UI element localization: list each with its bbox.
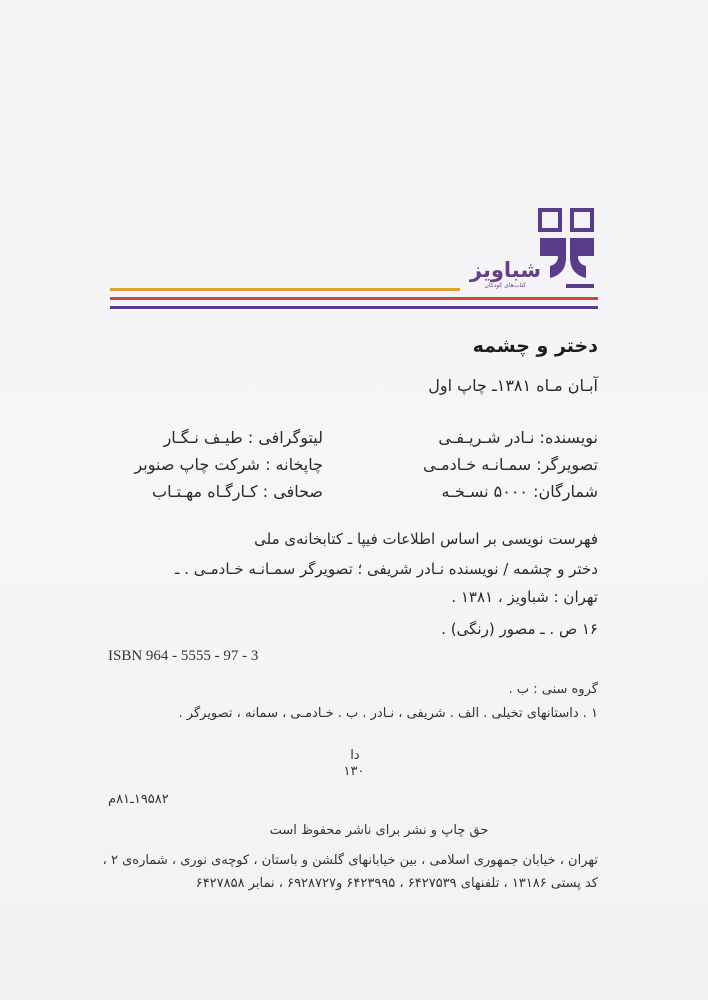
divider-line-purple — [110, 306, 598, 309]
isbn: ISBN 964 - 5555 - 97 - 3 — [108, 648, 259, 664]
credit-label: نویسنده: — [539, 428, 598, 447]
logo-tagline: کتاب‌های کودکان — [484, 282, 526, 289]
catalog-entry-publisher: تهران : شباویز ، ۱۳۸۱ . — [451, 588, 598, 606]
credit-value: شرکت چاپ صنوبر — [134, 455, 260, 474]
credit-value: کـارگـاه مهـتـاب — [152, 482, 258, 501]
credit-label: لیتوگرافی : — [247, 428, 323, 447]
credit-label: تصویرگر: — [536, 455, 598, 474]
rights-notice: حق چاپ و نشر برای ناشر محفوظ است — [269, 823, 489, 838]
address-line-2: کد پستی ۱۳۱۸۶ ، تلفنهای ۶۴۲۷۵۳۹ ، ۶۴۲۳۹۹۵ و۶۹۲۸۷۲۷ ، نمابر ۶۴۲۷۸۵۸ — [195, 876, 598, 891]
credit-label: شمارگان: — [533, 482, 598, 501]
credit-label: صحافی : — [262, 482, 323, 501]
address-line-1: تهران ، خیابان جمهوری اسلامی ، بین خیابانهای گلشن و باستان ، کوچه‌ی نوری ، شماره‌ی ۲ ، — [102, 853, 598, 868]
catalog-class-code: دا — [350, 748, 360, 763]
credit-print-run — [298, 482, 598, 501]
catalog-heading: فهرست نویسی بر اساس اطلاعات فیپا ـ کتابخانه‌ی ملی — [254, 530, 598, 548]
catalog-record-number: ۱۹۵۸۲ـ۸۱م — [108, 792, 169, 807]
credit-value: ۵۰۰۰ نسـخـه — [441, 482, 529, 501]
credit-value: نـادر شـریـفـی — [438, 428, 535, 447]
logo-wordmark: شباویز — [469, 258, 541, 282]
credit-printing-house — [93, 455, 323, 474]
catalog-entry-pages: ۱۶ ص . ـ مصور (رنگی) . — [441, 620, 598, 638]
credit-label: چاپخانه : — [265, 455, 323, 474]
catalog-age-group: گروه سنی : ب . — [508, 682, 598, 697]
edition-line: آبـان مـاه ۱۳۸۱ـ چاپ اول — [428, 376, 598, 395]
credit-value: طیـف نـگـار — [163, 428, 243, 447]
credit-illustrator — [298, 455, 598, 474]
catalog-entry-title: دختر و چشمه / نویسنده نـادر شریفی ؛ تصویرگر سمـانـه خـادمـی . ـ — [175, 560, 598, 578]
catalog-class-number: ۱۳۰ — [343, 764, 365, 779]
credit-author — [298, 428, 598, 447]
book-title: دختر و چشمه — [472, 335, 598, 357]
credit-binding — [93, 482, 323, 501]
divider-line-orange — [110, 288, 460, 291]
credit-value: سمـانـه خـادمـی — [422, 455, 532, 474]
divider-line-red — [110, 297, 598, 300]
shabaviz-logo-icon — [536, 208, 600, 294]
catalog-subjects: ۱ . داستانهای تخیلی . الف . شریفی ، نـادر . ب . خـادمـی ، سمانه ، تصویرگر . — [178, 706, 598, 721]
credit-lithography — [93, 428, 323, 447]
